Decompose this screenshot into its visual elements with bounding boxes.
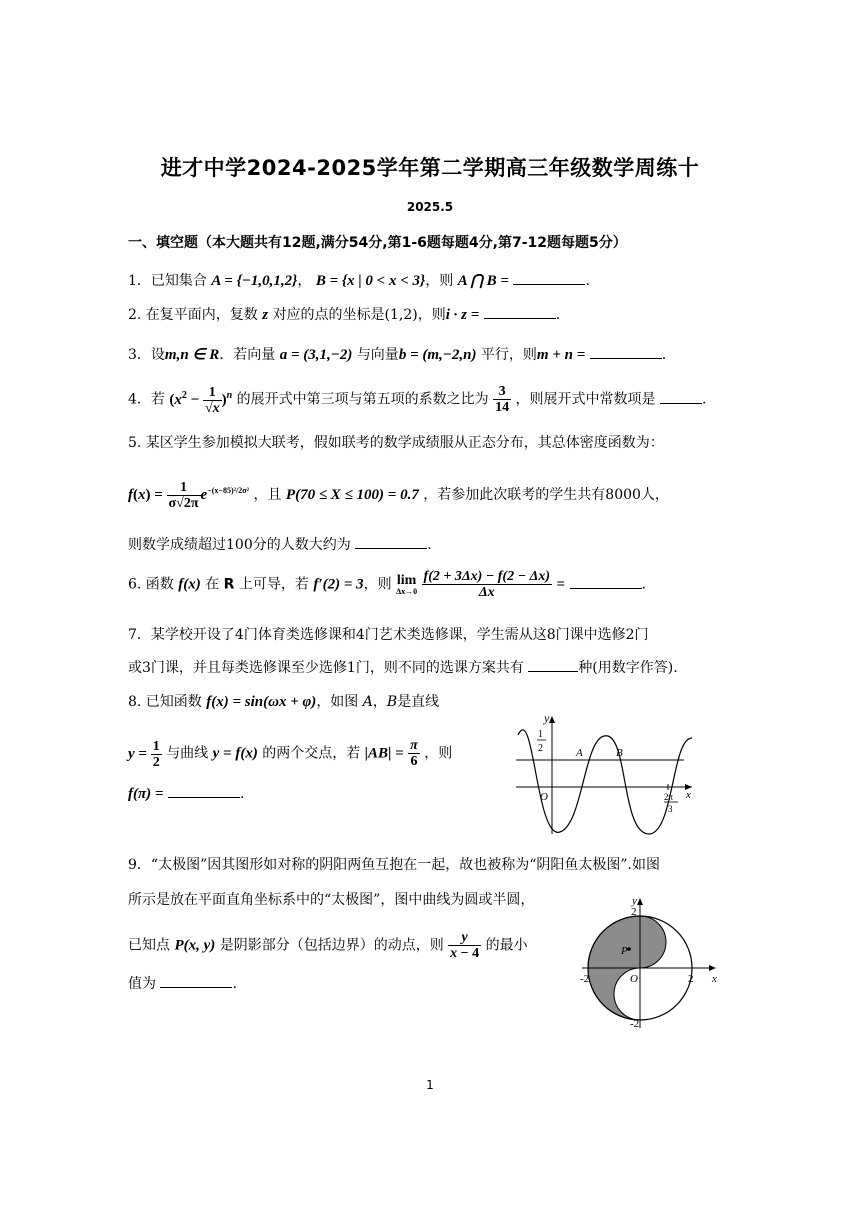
y-label: y [632,895,637,907]
point-a-label: A [576,747,583,759]
set-intersection: A ⋂ B = [457,273,509,289]
answer-blank[interactable] [590,344,662,359]
question-9-line1: 9．“太极图”因其图形如对称的阴阳两鱼互抱在一起，故也被称为“阴阳鱼太极图”.如图 [128,857,660,873]
question-1: 1．已知集合 A = {−1,0,1,2}， B = {x | 0 < x < 3}，则 A ⋂ B = . [128,270,590,291]
point-b-label: B [616,747,623,759]
x-axis-arrow [709,965,716,971]
question-8-line3: f(π) = . [128,783,244,804]
question-9-line2: 所示是放在平面直角坐标系中的“太极图”，图中曲线为圆或半圆， [128,892,535,908]
question-7-line2: 或3门课，并且每类选修课至少选修1门，则不同的选课方案共有 种(用数字作答). [128,657,678,678]
question-8-line1: 8. 已知函数 f(x) = sin(ωx + φ)，如图 A，B是直线 [128,694,440,710]
question-7-line1: 7．某学校开设了4门体育类选修课和4门艺术类选修课，学生需从这8门课中选修2门 [128,627,649,643]
page-number: 1 [426,1078,434,1092]
vector-b: b = (m,−2,n) [398,347,477,363]
coefficient-ratio: $\frac{3}{14}$ [495,384,510,415]
answer-blank[interactable] [484,304,556,319]
origin-label: O [540,791,548,803]
question-2: 2. 在复平面内，复数 z 对应的点的坐标是(1,2)，则i · z = . [128,304,560,325]
probability: P(70 ≤ X ≤ 100) = 0.7 [285,486,419,503]
density-function: f(x) = $\frac{1}{\sigma√2\pi}$ $e^{-(x-85)^2/2\sigma^2}$ [128,480,250,511]
question-5-intro: 5. 某区学生参加模拟大联考，假如联考的数学成绩服从正态分布，其总体密度函数为： [128,435,664,451]
sine-curve [518,730,692,834]
answer-blank[interactable] [168,783,240,798]
sine-graph-figure [512,712,702,840]
origin-label: O [630,973,638,985]
tick-num: 2π [664,792,674,802]
label-top: 2 [631,906,637,918]
binomial-expression: ($x^2$ − $\frac{1}{√x}$ )$^n$ [169,384,233,416]
document-date: 2025.5 [406,200,454,214]
label-bottom: -2 [630,1018,640,1030]
answer-blank[interactable] [513,270,585,285]
tick-den: 3 [668,804,673,814]
label-left: -2 [580,973,590,985]
y-axis-arrow [637,898,643,905]
question-4: 4．若 ($x^2$ − $\frac{1}{√x}$ )$^n$ 的展开式中第三项与第五项的系数之比为 $\frac{3}{14}$ ，则展开式中常数项是 . [128,384,707,416]
question-5-formula: f(x) = $\frac{1}{\sigma√2\pi}$ $e^{-(x-85)^2/2\sigma^2}$ ，且 P(70 ≤ X ≤ 100) = 0.7 ，若参加此次联考的学生共有8000人， [128,480,669,511]
question-5-end: 则数学成绩超过100分的人数大约为 . [128,534,432,555]
section-heading: 一、填空题（本大题共有12题,满分54分,第1-6题每题4分,第7-12题每题5分） [128,235,627,251]
question-6: 6. 函数 f(x) 在 R 上可导，若 f′(2) = 3，则 lim Δx→0 $\frac{f(2 + 3\Delta x) - f(2 - \Delta x)}{\Delta x}$ = . [128,569,646,600]
document-title: 进才中学2024-2025学年第二学期高三年级数学周练十 [160,156,700,180]
question-3: 3．设m,n ∈ R．若向量 a = (3,1,−2) 与向量b = (m,−2,n) 平行，则m + n = . [128,344,666,365]
answer-blank[interactable] [160,973,232,988]
label-right: 2 [688,973,694,985]
question-9-line3: 已知点 P(x, y) 是阴影部分（包括边界）的动点，则 $\frac{y}{x - 4}$ 的最小 [128,930,528,961]
answer-blank[interactable] [570,574,642,589]
question-8-line2: y = $\frac{1}{2}$ 与曲线 y = f(x) 的两个交点，若 |AB| = $\frac{\pi}{6}$ ，则 [128,738,453,770]
answer-blank[interactable] [355,534,427,549]
vector-a: a = (3,1,−2) [279,347,353,363]
x-label: x [686,789,691,801]
set-b: B = {x | 0 < x < 3} [315,273,426,289]
taiji-figure [578,892,722,1030]
limit: lim Δx→0 [396,573,418,596]
x-label: x [712,973,717,985]
y-axis-arrow [549,716,555,723]
function-def: f(x) = sin(ωx + φ) [206,694,317,710]
p-label: P [621,945,628,957]
half-den: 2 [538,743,543,754]
point-p [627,947,631,951]
slope-expression: $\frac{y}{x - 4}$ [450,930,480,961]
y-label: y [544,712,550,725]
half-num: 1 [538,729,543,740]
answer-blank[interactable] [528,657,578,672]
difference-quotient: $\frac{f(2 + 3\Delta x) - f(2 - \Delta x)}{\Delta x}$ [423,569,551,600]
answer-blank[interactable] [660,389,702,404]
set-a: A = {−1,0,1,2} [211,273,298,289]
question-9-line4: 值为 . [128,973,237,994]
